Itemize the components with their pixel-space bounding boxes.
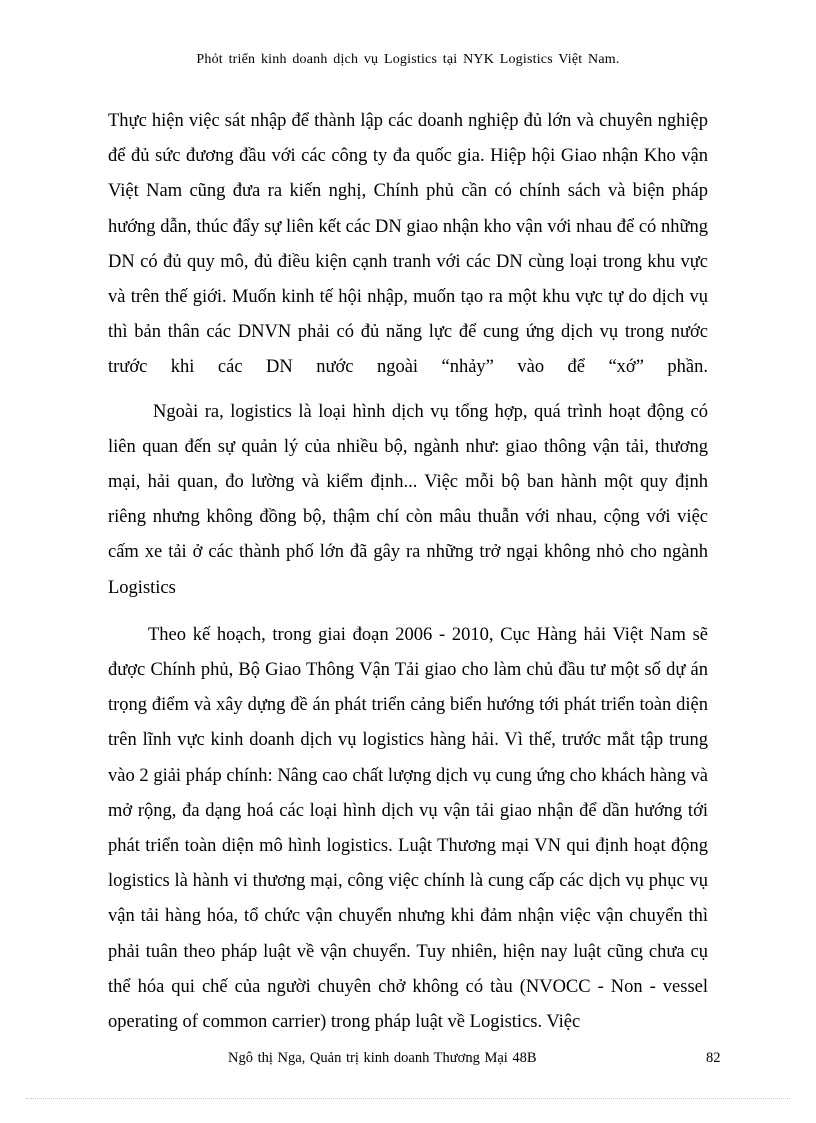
page-number: 82 [706,1050,721,1066]
document-body [108,104,708,1040]
bottom-dotted-divider [26,1098,790,1099]
footer-author-line: Ngô thị Nga, Quản trị kinh doanh Thương Mại 48B [228,1050,537,1066]
paragraph-merger-recommendation: Thực hiện việc sát nhập để thành lập các doanh nghiệp đủ lớn và chuyên nghiệp để đủ sức đương đầu với các công ty đa quốc gia. Hiệp hội Giao nhận Kho vận Việt Nam cũng đưa ra kiến nghị, Chính phủ cần có chính sách và biện pháp hướng dẫn, thúc đẩy sự liên kết các DN giao nhận kho vận với nhau để có những DN có đủ quy mô, đủ điều kiện cạnh tranh với các DN cùng loại trong khu vực và trên thế giới. Muốn kinh tế hội nhập, muốn tạo ra một khu vực tự do dịch vụ thì bản thân các DNVN phải có đủ năng lực để cung ứng dịch vụ trong nước trước khi các DN nước ngoài “nhảy” vào để “xớ” phần. [108,111,708,378]
paragraph-maritime-plan: Theo kế hoạch, trong giai đoạn 2006 - 2010, Cục Hàng hải Việt Nam sẽ được Chính phủ, Bộ Giao Thông Vận Tải giao cho làm chủ đầu tư một số dự án trọng điểm và xây dựng đề án phát triển cảng biển hướng tới phát triển toàn diện trên lĩnh vực kinh doanh dịch vụ logistics hàng hải. Vì thế, trước mắt tập trung vào 2 giải pháp chính: Nâng cao chất lượng dịch vụ cung ứng cho khách hàng và mở rộng, đa dạng hoá các loại hình dịch vụ vận tải giao nhận để dần hướng tới phát triển toàn diện mô hình logistics. Luật Thương mại VN qui định hoạt động logistics là hành vi thương mại, công việc chính là cung cấp các dịch vụ phục vụ vận tải hàng hóa, tổ chức vận chuyển nhưng khi đảm nhận việc vận chuyển thì phải tuân theo pháp luật về vận chuyển. Tuy nhiên, hiện nay luật cũng chưa cụ thể hóa qui chế của người chuyên chở không có tàu (NVOCC - Non - vessel operating of common carrier) trong pháp luật về Logistics. Việc [108,624,708,1033]
running-header: Phỏt triển kinh doanh dịch vụ Logistics tại NYK Logistics Việt Nam. [196,52,620,67]
paragraph-multi-ministry-management: Ngoài ra, logistics là loại hình dịch vụ tổng hợp, quá trình hoạt động có liên quan đến sự quản lý của nhiều bộ, ngành như: giao thông vận tải, thương mại, hải quan, đo lường và kiểm định... Việc mỗi bộ ban hành một quy định riêng nhưng không đồng bộ, thậm chí còn mâu thuẫn với nhau, cộng với việc cấm xe tải ở các thành phố lớn đã gây ra những trở ngại không nhỏ cho ngành Logistics [108,401,708,598]
